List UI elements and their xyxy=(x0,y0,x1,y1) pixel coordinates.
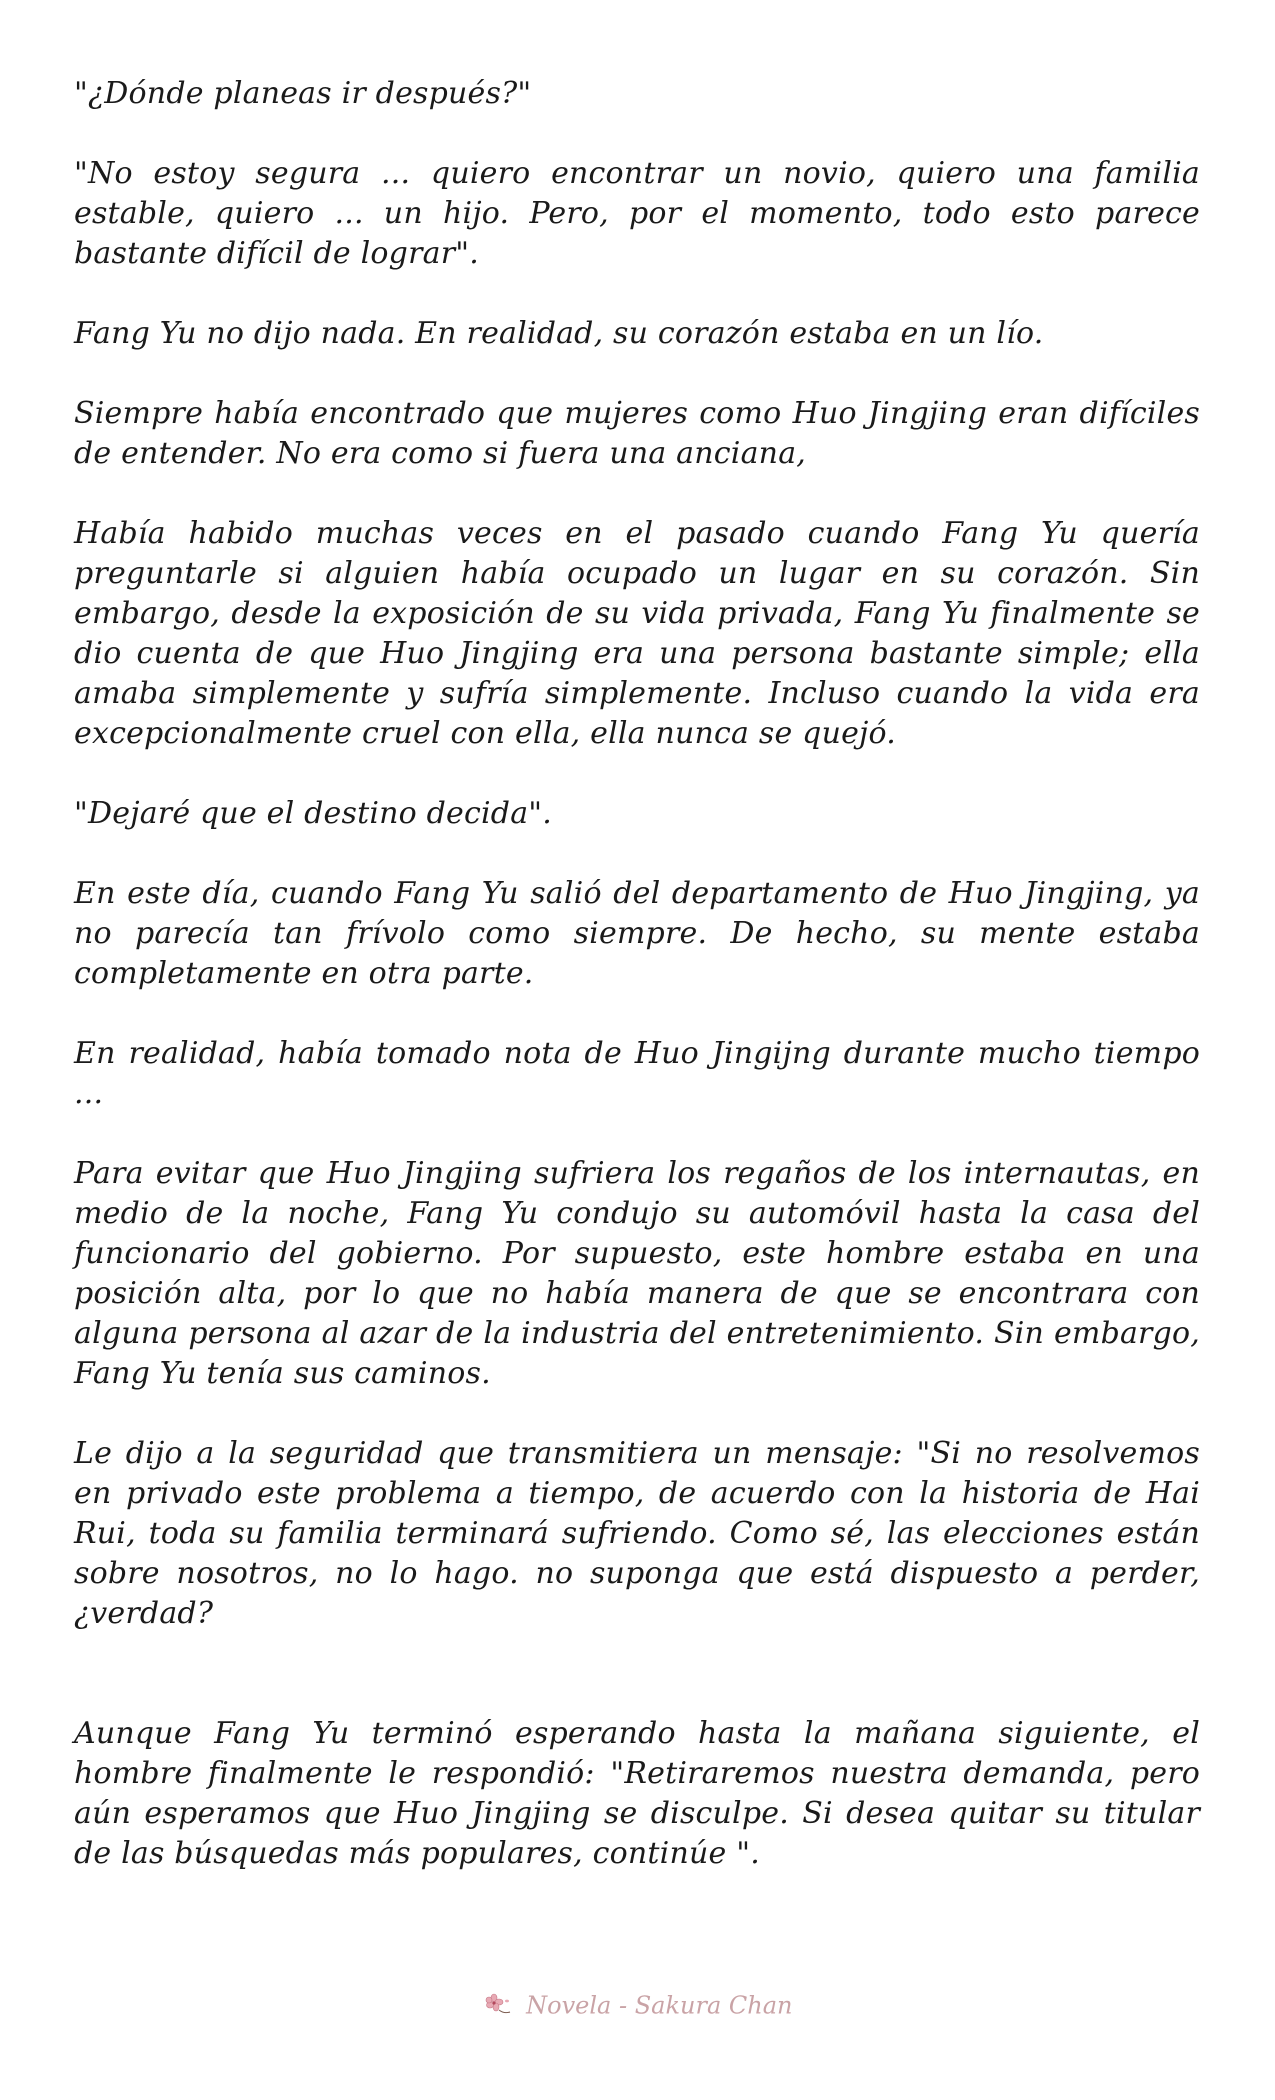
paragraph-2: "No estoy segura ... quiero encontrar un novio, quiero una familia estable, quiero ... un hijo. Pero, por el momento, todo esto parece bastante difícil de lograr". xyxy=(74,156,1200,271)
paragraph-9: Para evitar que Huo Jingjing sufriera los regaños de los internautas, en medio de la noche, Fang Yu condujo su automóvil hasta la casa del funcionario del gobierno. Por supuesto, este hombre estaba en una posición alta, por lo que no había manera de que se encontrara con alguna persona al azar de la industria del entretenimiento. Sin embargo, Fang Yu tenía sus caminos. xyxy=(74,1156,1200,1391)
footer-watermark xyxy=(0,1990,1275,2020)
paragraph-6: "Dejaré que el destino decida". xyxy=(74,796,553,831)
paragraph-5: Había habido muchas veces en el pasado cuando Fang Yu quería preguntarle si alguien había ocupado un lugar en su corazón. Sin embargo, desde la exposición de su vida privada, Fang Yu finalmente se dio cuenta de que Huo Jingjing era una persona bastante simple; ella amaba simplemente y sufría simplemente. Incluso cuando la vida era excepcionalmente cruel con ella, ella nunca se quejó. xyxy=(74,516,1200,751)
sakura-flower-icon xyxy=(483,1992,513,2020)
paragraph-1: "¿Dónde planeas ir después?" xyxy=(74,76,532,111)
paragraph-11: Aunque Fang Yu terminó esperando hasta la mañana siguiente, el hombre finalmente le respondió: "Retiraremos nuestra demanda, pero aún esperamos que Huo Jingjing se disculpe. Si desea quitar su titular de las búsquedas más populares, continúe ". xyxy=(74,1716,1200,1871)
paragraph-3: Fang Yu no dijo nada. En realidad, su corazón estaba en un lío. xyxy=(74,316,1044,351)
paragraph-4: Siempre había encontrado que mujeres como Huo Jingjing eran difíciles de entender. No era como si fuera una anciana, xyxy=(74,396,1200,471)
document-page xyxy=(74,74,1200,1914)
paragraph-8: En realidad, había tomado nota de Huo Jingijng durante mucho tiempo ... xyxy=(74,1036,1200,1111)
footer-label: Novela - Sakura Chan xyxy=(526,1991,793,2020)
paragraph-10: Le dijo a la seguridad que transmitiera un mensaje: "Si no resolvemos en privado este problema a tiempo, de acuerdo con la historia de Hai Rui, toda su familia terminará sufriendo. Como sé, las elecciones están sobre nosotros, no lo hago. no suponga que está dispuesto a perder, ¿verdad? xyxy=(74,1436,1200,1631)
paragraph-7: En este día, cuando Fang Yu salió del departamento de Huo Jingjing, ya no parecía tan frívolo como siempre. De hecho, su mente estaba completamente en otra parte. xyxy=(74,876,1200,991)
